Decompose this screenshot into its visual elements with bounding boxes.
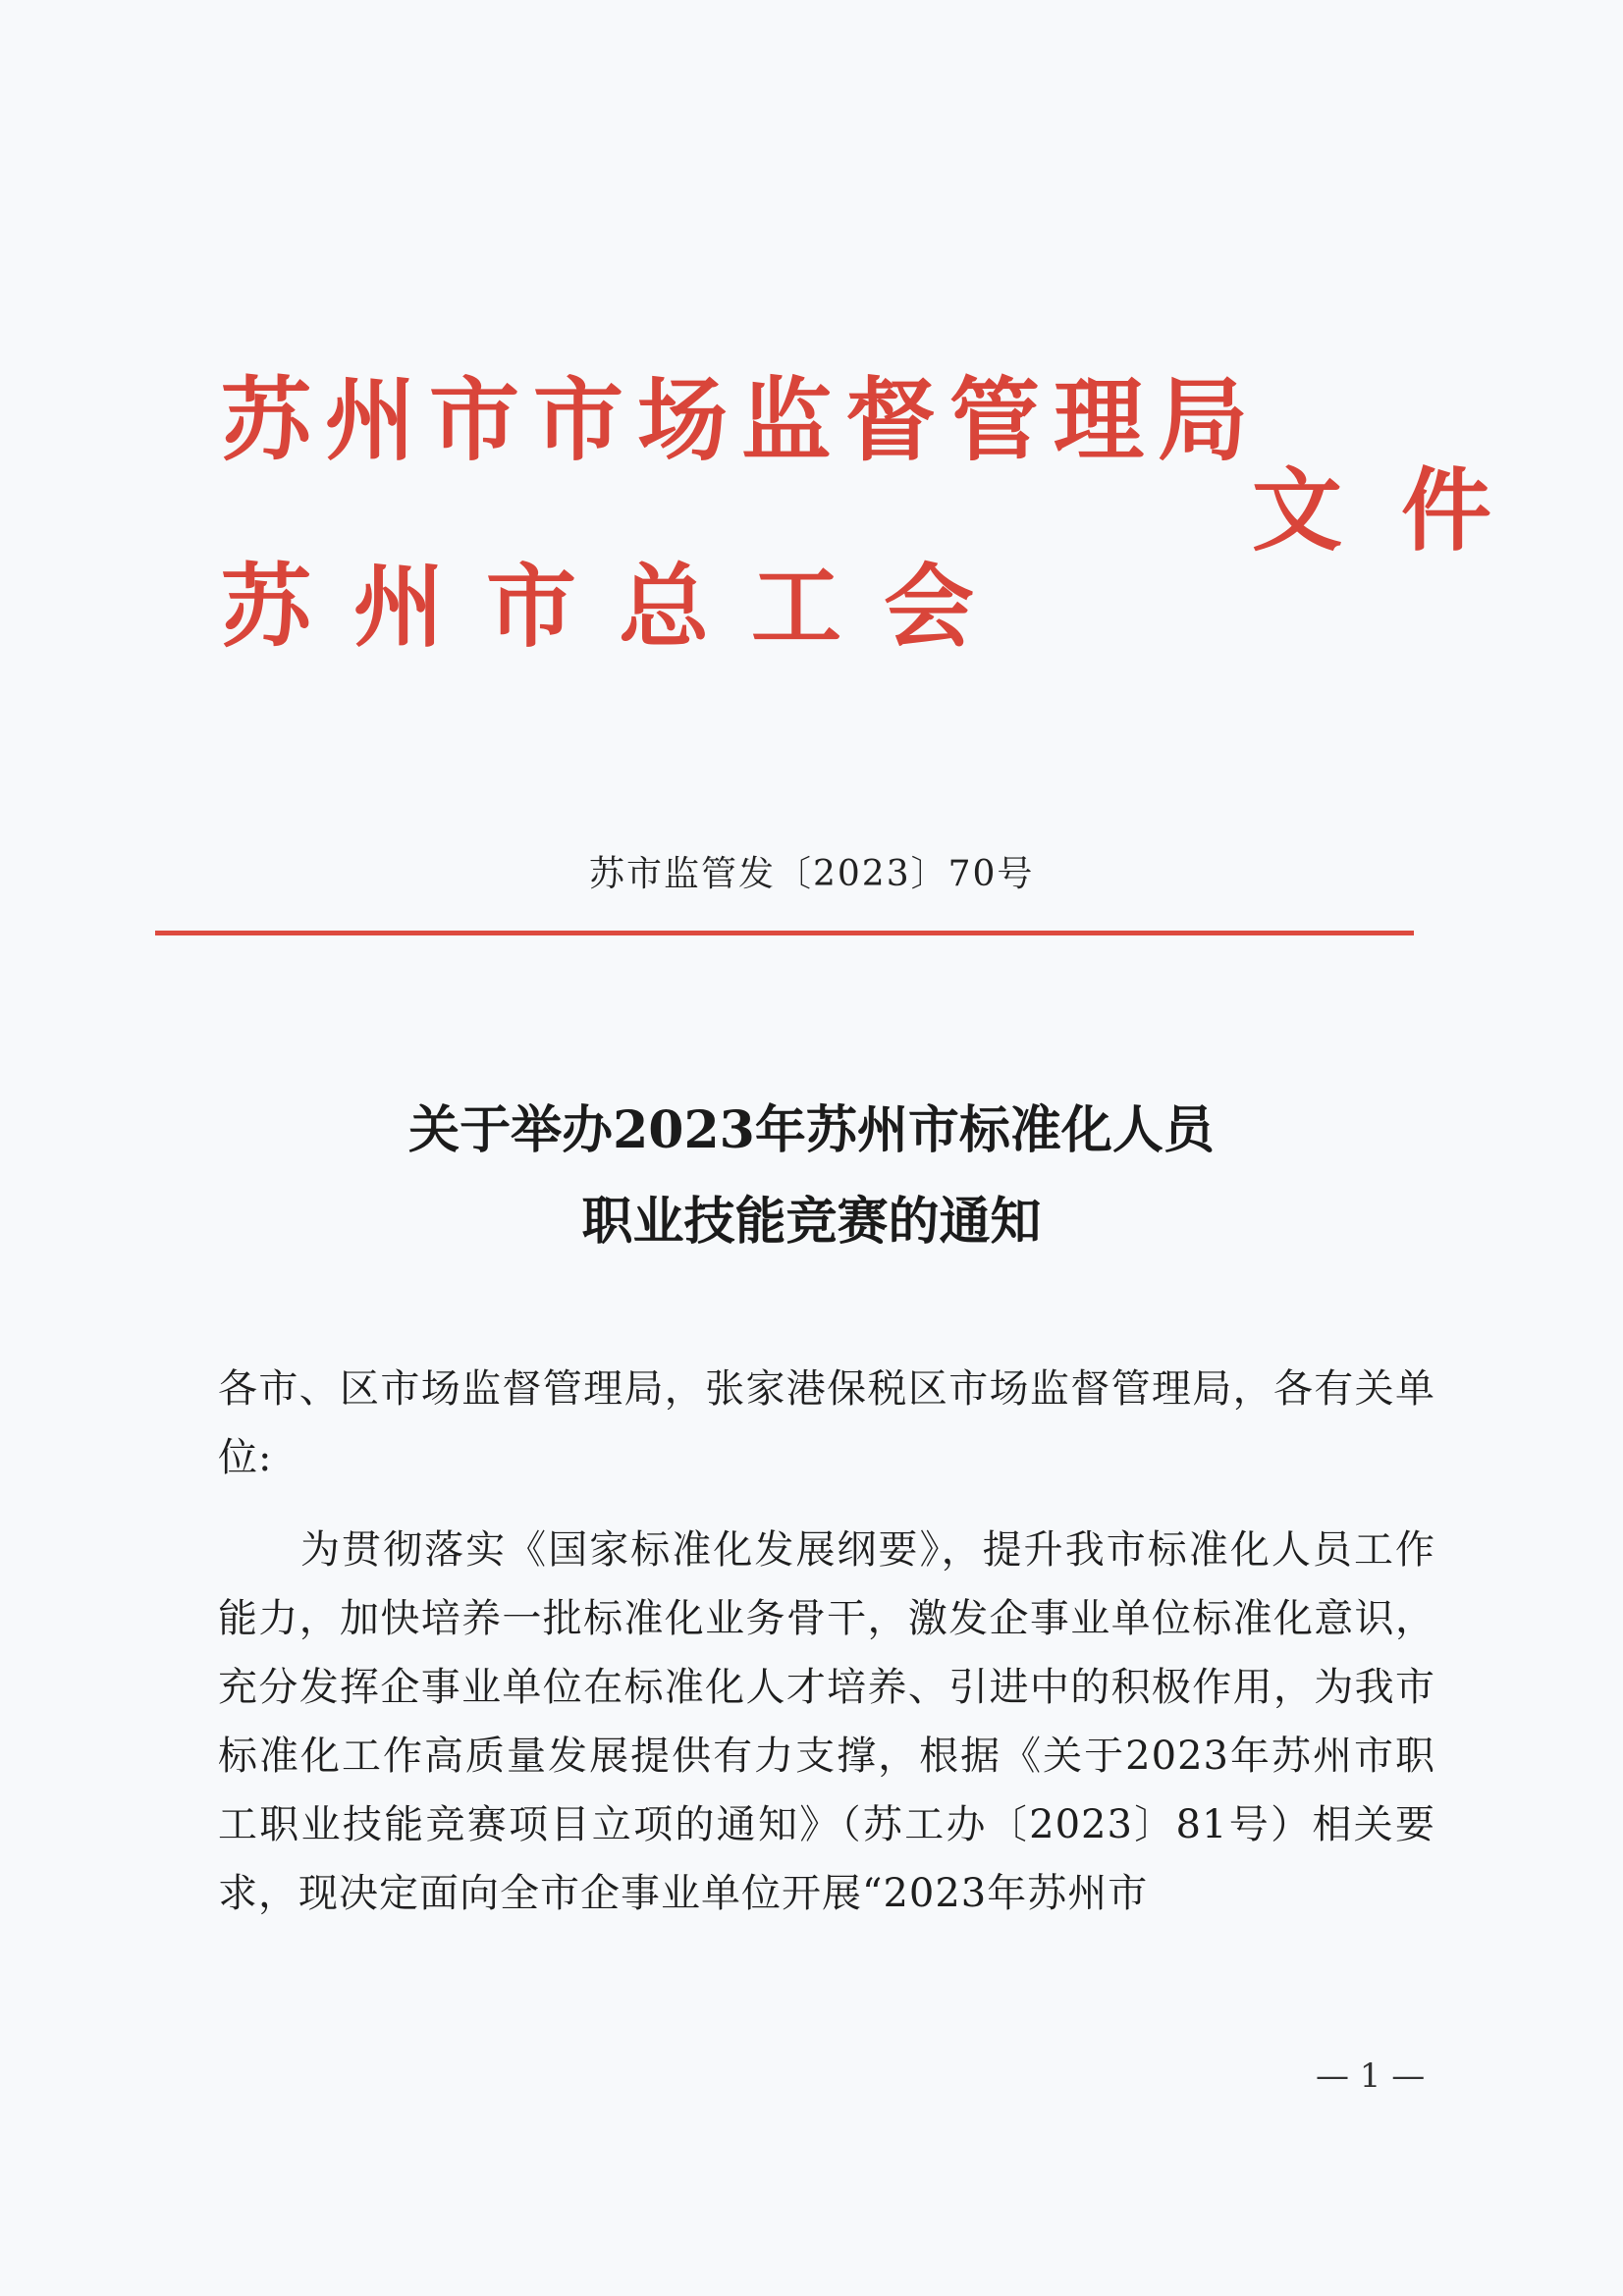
title-line-1: 关于举办2023年苏州市标准化人员: [408, 1100, 1215, 1160]
document-type-label: 文件: [1252, 457, 1551, 563]
title-line-2: 职业技能竞赛的通知: [581, 1192, 1042, 1252]
red-divider-line: [155, 931, 1414, 935]
body-paragraph: 为贯彻落实《国家标准化发展纲要》，提升我市标准化人员工作能力，加快培养一批标准化业务骨干，激发企事业单位标准化意识，充分发挥企事业单位在标准化人才培养、引进中的积极作用，为我市标准化工作高质量发展提供有力支撑，根据《关于2023年苏州市职工职业技能竞赛项目立项的通知》（苏工办〔2023〕81号）相关要求，现决定面向全市企事业单位开展“2023年苏州市: [218, 1527, 1435, 1916]
document-number: 苏市监管发〔2023〕70号: [589, 854, 1035, 894]
issuer-line-2-char: 州: [353, 554, 445, 660]
issuer-line-2-char: 工: [751, 554, 842, 660]
page-number: — 1 —: [1316, 2056, 1426, 2096]
issuer-line-2-char: 会: [884, 554, 975, 660]
issuer-line-2-char: 苏: [221, 554, 312, 660]
issuer-line-2-char: 市: [486, 554, 577, 660]
issuer-line-2: [221, 554, 1016, 660]
salutation: 各市、区市场监督管理局，张家港保税区市场监督管理局，各有关单位:: [218, 1366, 1435, 1480]
issuer-line-2-char: 总: [619, 554, 710, 660]
issuer-line-1: 苏州市市场监督管理局: [221, 367, 1263, 473]
